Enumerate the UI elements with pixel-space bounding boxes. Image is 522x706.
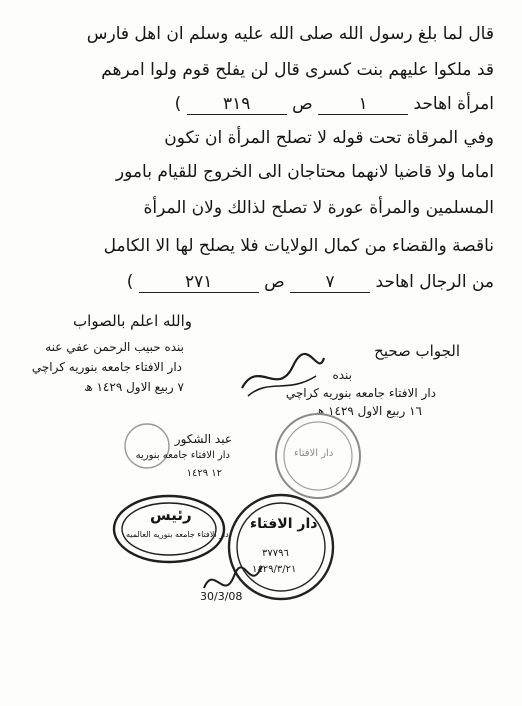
signer-middle-name: عبد الشكور [174,432,232,446]
oval-seal-subtitle: دار الافتاء جامعه بنوريه العالميه [126,530,229,539]
body-line-8 [127,272,494,293]
body-line-2: قد ملكوا عليهم بنت كسرى قال لن يفلح قوم ولوا امرهم [101,60,494,80]
body-line-1: قال لما بلغ رسول الله صلى الله عليه وسلم ان اهل فارس [86,24,494,44]
citation-page: ٢٧١ [139,272,259,293]
round-seal-title: دار الافتاء [250,516,318,532]
citation-volume: ١ [318,94,408,115]
round-seal-number: ٣٧٧٩٦ [262,548,289,559]
citation-paren: ) [174,94,182,114]
citation-text: من الرجال اهاحد [375,272,494,292]
citation-volume: ٧ [290,272,370,293]
oval-seal-title: رئيس [150,506,192,524]
body-line-5: اماما ولا قاضيا لانهما محتاجان الى الخروج للقيام بامور [115,162,494,182]
signer-left-date: ١٦ ربيع الاول ١٤٢٩ ھ [315,404,422,418]
round-seal-upper-text: دار الافتاء [294,448,334,459]
signer-left-office: دار الافتاء جامعه بنوريه كراچي [285,386,436,400]
closing-phrase: والله اعلم بالصواب [73,312,192,330]
citation-text: امرأة اهاحد [413,94,494,114]
citation-paren: ) [126,272,134,292]
body-line-3 [175,94,494,115]
signer-right-date: ٧ ربيع الاول ١٤٢٩ ھ [84,380,184,394]
faint-round-seal [122,418,172,474]
signer-right-office: دار الافتاء جامعه بنوريه كراچي [31,360,182,374]
round-seal-date: ١٤٢٩/٣/٢١ [252,564,297,575]
signer-middle-office: دار الافتاء جامعه بنوريه [135,450,230,461]
citation-page: ٣١٩ [187,94,287,115]
signer-right-name: بنده حبيب الرحمن عفي عنه [45,340,184,354]
signature-scribble [238,348,328,404]
citation-page-label: ص [292,94,313,114]
body-line-7: ناقصة والقضاء من كمال الولايات فلا يصلح لها الا الكامل [103,236,494,256]
body-line-4: وفي المرقاة تحت قوله لا تصلح المرأة ان تكون [164,128,494,148]
handwritten-date: 30/3/08 [200,590,243,603]
oval-seal-rais [112,494,226,564]
signer-middle-date: ١٢ ١٤٢٩ [186,468,222,479]
citation-page-label: ص [264,272,285,292]
signer-left-heading: الجواب صحيح [374,342,460,360]
signer-left-name: بنده [332,368,352,382]
body-line-6: المسلمين والمرأة عورة لا تصلح لذالك ولان المرأة [143,198,494,218]
